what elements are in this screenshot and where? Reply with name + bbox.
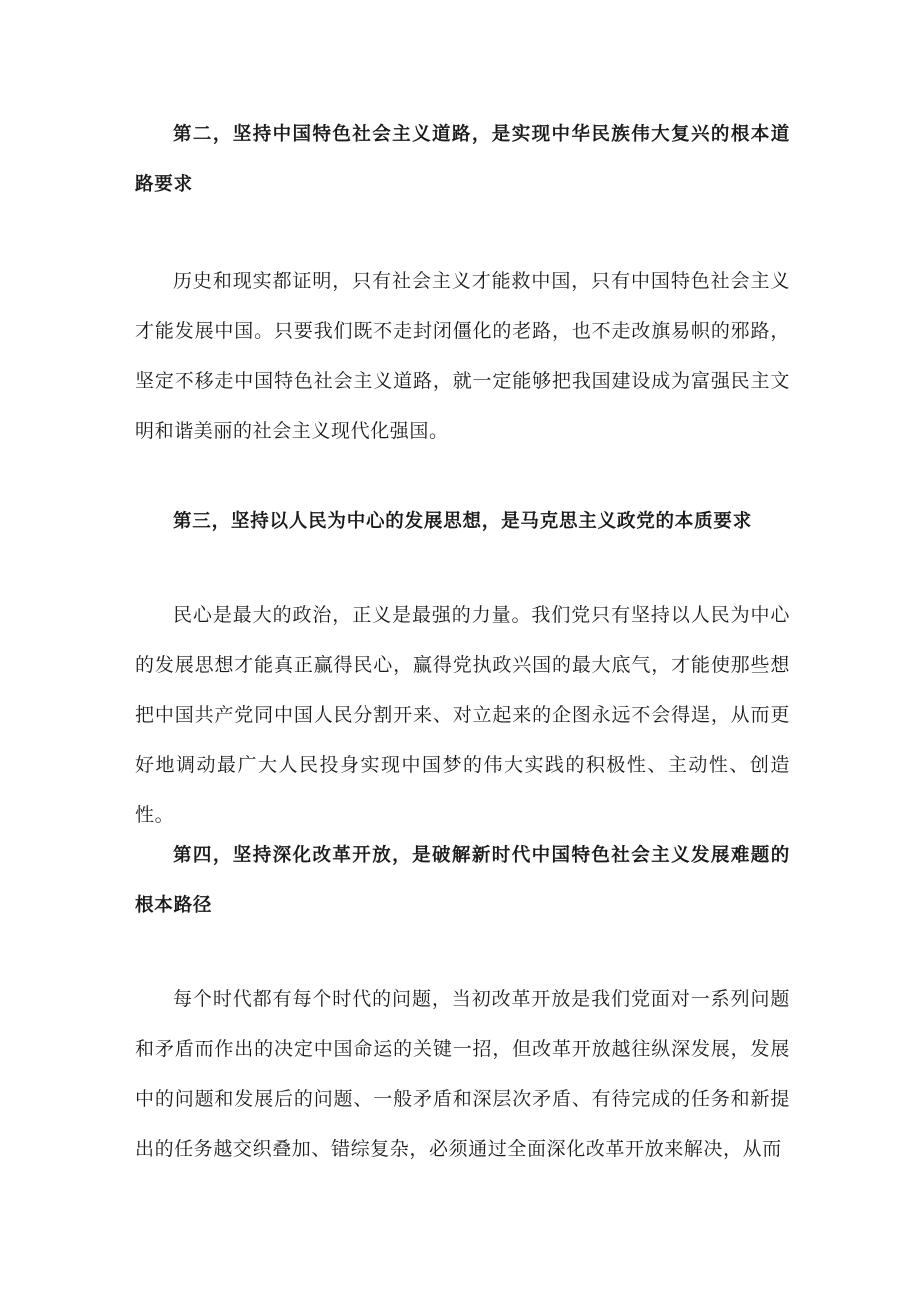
section-heading-fourth: 第四，坚持深化改革开放，是破解新时代中国特色社会主义发展难题的根本路径 [135, 845, 790, 916]
section-heading-third: 第三，坚持以人民为中心的发展思想，是马克思主义政党的本质要求 [173, 511, 753, 532]
section-paragraph-second: 历史和现实都证明，只有社会主义才能救中国，只有中国特色社会主义才能发展中国。只要我们既不走封闭僵化的老路，也不走改旗易帜的邪路，坚定不移走中国特色社会主义道路，就一定能够把我国建设成为富强民主文明和谐美丽的社会主义现代化强国。 [135, 270, 790, 442]
section-paragraph-fourth: 每个时代都有每个时代的问题，当初改革开放是我们党面对一系列问题和矛盾而作出的决定中国命运的关键一招，但改革开放越往纵深发展，发展中的问题和发展后的问题、一般矛盾和深层次矛盾、有待完成的任务和新提出的任务越交织叠加、错综复杂，必须通过全面深化改革开放来解决，从而 [135, 988, 790, 1160]
section-paragraph-third: 民心是最大的政治，正义是最强的力量。我们党只有坚持以人民为中心的发展思想才能真正赢得民心，赢得党执政兴国的最大底气，才能使那些想把中国共产党同中国人民分割开来、对立起来的企图永远不会得逞，从而更好地调动最广大人民投身实现中国梦的伟大实践的积极性、主动性、创造性。 [135, 604, 790, 826]
section-heading-second: 第二，坚持中国特色社会主义道路，是实现中华民族伟大复兴的根本道路要求 [135, 124, 790, 195]
